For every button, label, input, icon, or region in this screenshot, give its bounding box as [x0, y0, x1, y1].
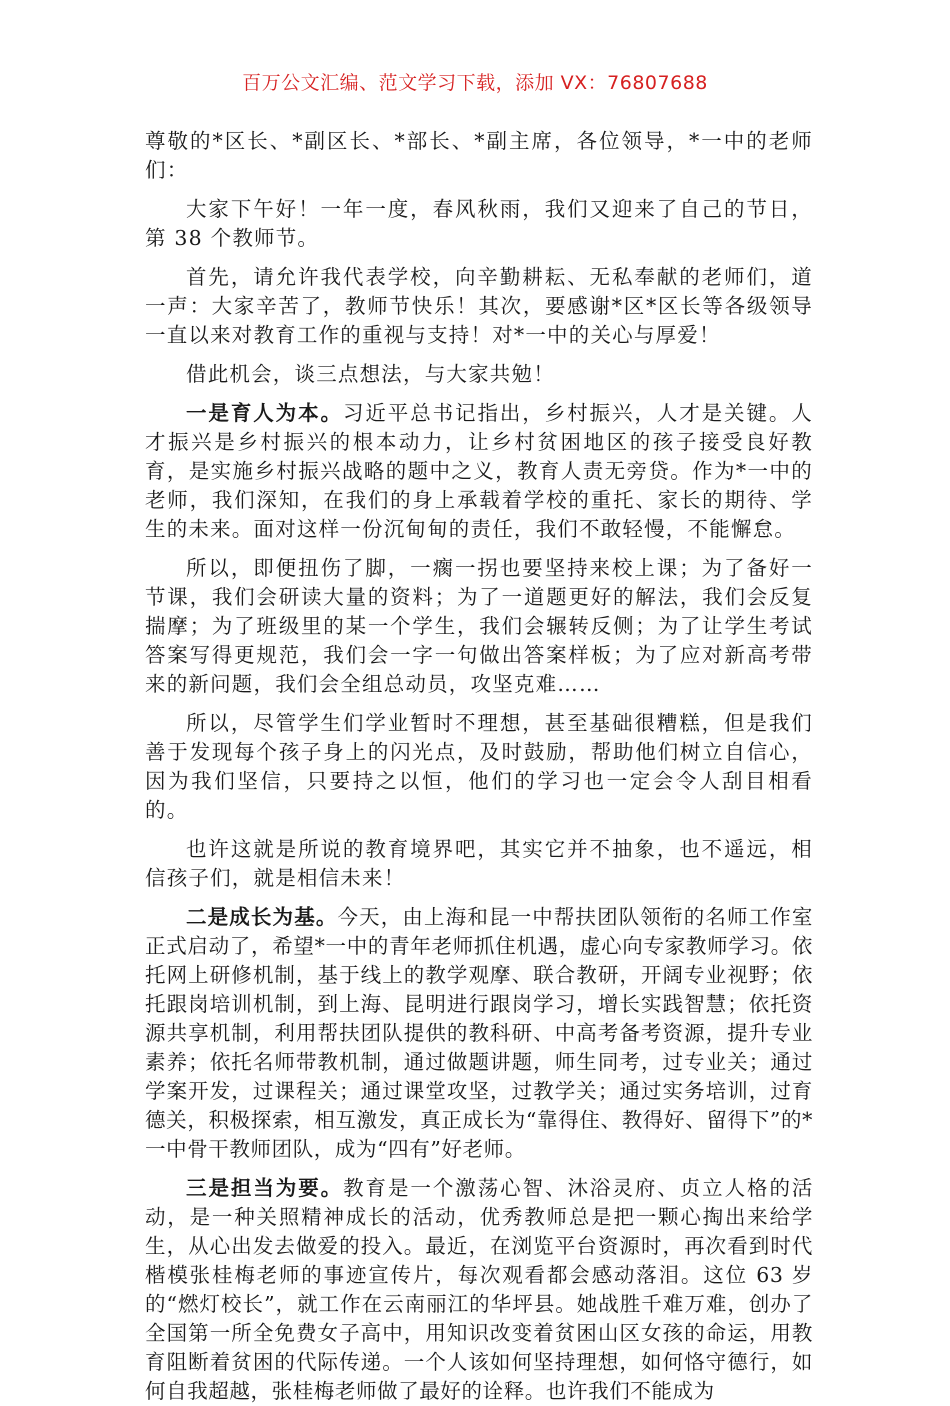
paragraph-point-one — [145, 399, 813, 544]
paragraph-encouragement: 所以，尽管学生们学业暂时不理想，甚至基础很糟糕，但是我们善于发现每个孩子身上的闪光点，及时鼓励，帮助他们树立自信心，因为我们坚信，只要持之以恒，他们的学习也一定会令人刮目相看的。 — [145, 711, 813, 822]
point-one-text: 习近平总书记指出，乡村振兴，人才是关键。人才振兴是乡村振兴的根本动力，让乡村贫困地区的孩子接受良好教育，是实施乡村振兴战略的题中之义，教育人责无旁贷。作为*一中的老师，我们深知，在我们的身上承载着学校的重托、家长的期待、学生的未来。面对这样一份沉甸甸的责任，我们不敢轻慢，不能懈怠。 — [145, 401, 813, 541]
point-three-text: 教育是一个激荡心智、沐浴灵府、贞立人格的活动，是一种关照精神成长的活动，优秀教师总是把一颗心掏出来给学生，从心出发去做爱的投入。最近，在浏览平台资源时，再次看到时代楷模张桂梅老师的事迹宣传片，每次观看都会感动落泪。这位 63 岁的“燃灯校长”，就工作在云南丽江的华坪县。她战胜千难万难，创办了全国第一所全免费女子高中，用知识改变着贫困山区女孩的命运，用教育阻断着贫困的代际传递。一个人该如何坚持理想，如何恪守德行，如何自我超越，张桂梅老师做了最好的诠释。也许我们不能成为 — [145, 1176, 813, 1403]
point-three-heading: 三是担当为要。 — [186, 1176, 344, 1200]
paragraph-thanks: 首先，请允许我代表学校，向辛勤耕耘、无私奉献的老师们，道一声：大家辛苦了，教师节快乐！其次，要感谢*区*区长等各级领导一直以来对教育工作的重视与支持！对*一中的关心与厚爱！ — [145, 265, 813, 347]
point-one-heading: 一是育人为本。 — [186, 401, 343, 425]
point-two-heading: 二是成长为基。 — [186, 905, 338, 929]
paragraph-intro: 借此机会，谈三点想法，与大家共勉！ — [186, 362, 555, 386]
paragraph-realm: 也许这就是所说的教育境界吧，其实它并不抽象，也不遥远，相信孩子们，就是相信未来！ — [145, 837, 813, 890]
paragraph-point-three — [145, 1174, 813, 1406]
promo-header: 百万公文汇编、范文学习下载，添加 VX：76807688 — [242, 72, 708, 94]
paragraph-greeting: 大家下午好！一年一度，春风秋雨，我们又迎来了自己的节日，第 38 个教师节。 — [145, 197, 813, 250]
document-body — [145, 127, 813, 1406]
paragraph-point-two — [145, 903, 813, 1164]
paragraph-efforts: 所以，即便扭伤了脚，一瘸一拐也要坚持来校上课；为了备好一节课，我们会研读大量的资料；为了一道题更好的解法，我们会反复揣摩；为了班级里的某一个学生，我们会辗转反侧；为了让学生考试答案写得更规范，我们会一字一句做出答案样板；为了应对新高考带来的新问题，我们会全组总动员，攻坚克难…… — [145, 556, 813, 696]
point-two-text: 今天，由上海和昆一中帮扶团队领衔的名师工作室正式启动了，希望*一中的青年老师抓住机遇，虚心向专家教师学习。依托网上研修机制，基于线上的教学观摩、联合教研，开阔专业视野；依托跟岗培训机制，到上海、昆明进行跟岗学习，增长实践智慧；依托资源共享机制，利用帮扶团队提供的教科研、中高考备考资源，提升专业素养；依托名师带教机制，通过做题讲题，师生同考，过专业关；通过学案开发，过课程关；通过课堂攻坚，过教学关；通过实务培训，过育德关，积极探索，相互激发，真正成长为“靠得住、教得好、留得下”的*一中骨干教师团队，成为“四有”好老师。 — [145, 905, 814, 1161]
salutation: 尊敬的*区长、*副区长、*部长、*副主席，各位领导，*一中的老师们： — [145, 129, 813, 182]
